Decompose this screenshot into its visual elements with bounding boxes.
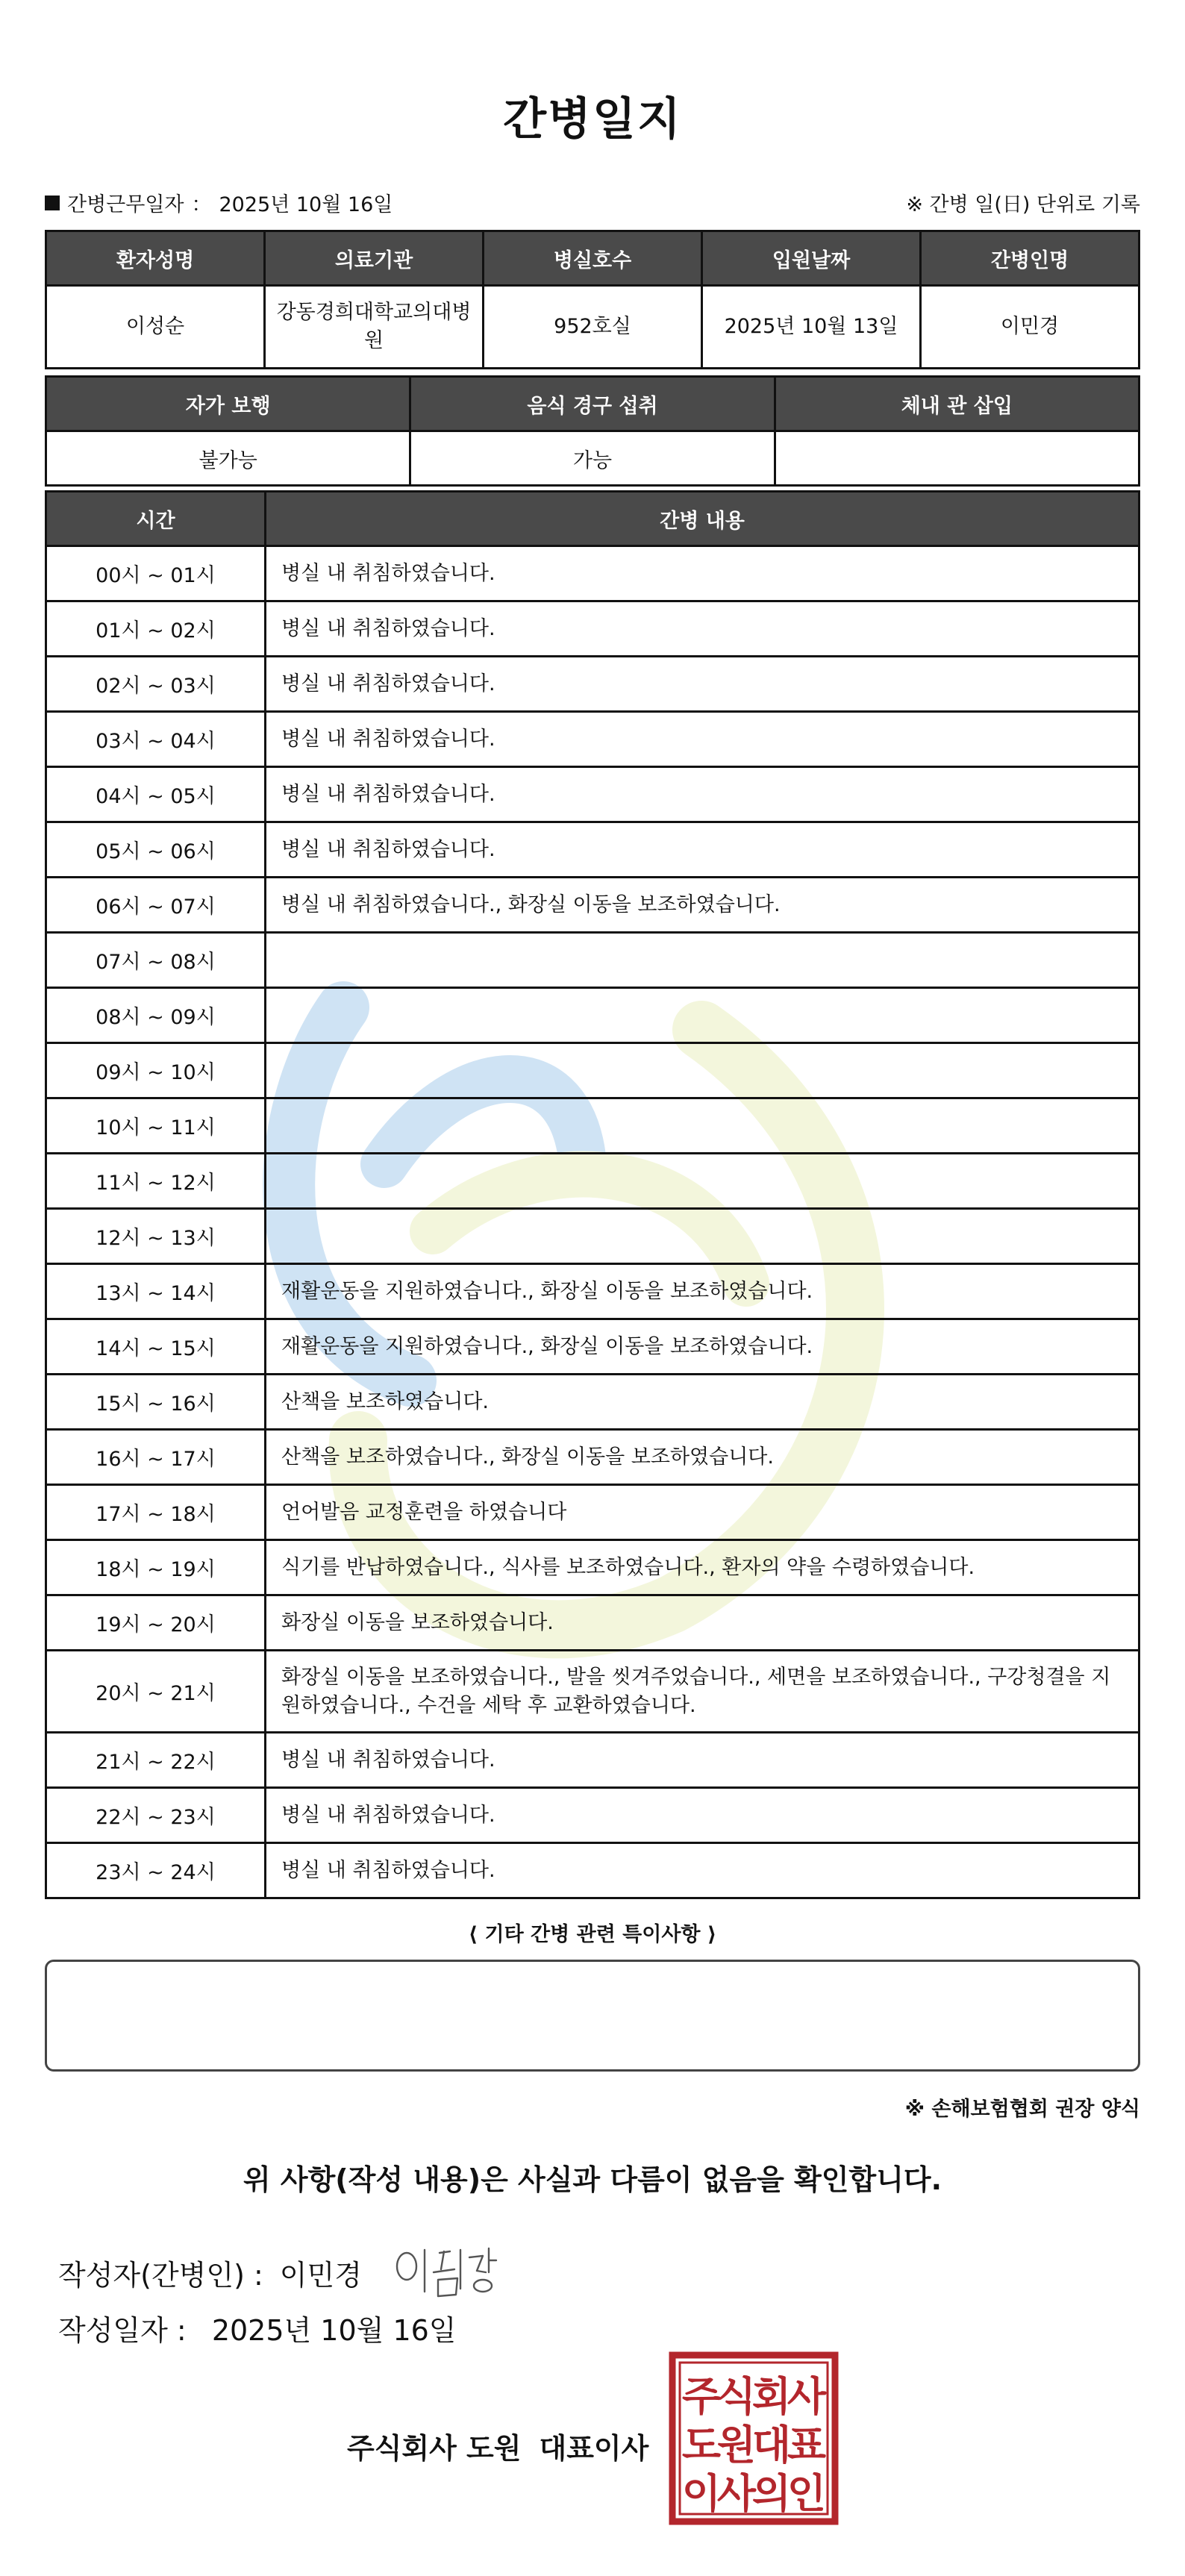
log-row [46,988,1139,1043]
log-row [46,1264,1139,1319]
log-content: 병실 내 취침하였습니다. [266,546,1139,601]
svg-text:식: 식 [716,2373,757,2420]
writer-label: 작성자(간병인) : [58,2258,263,2292]
ability-value-row [46,431,1139,486]
log-row [46,1733,1139,1788]
header-hospital: 의료기관 [265,231,484,286]
patient-info-header-row [46,231,1139,286]
remarks-label: ⟨ 기타 간병 관련 특이사항 ⟩ [468,1923,717,1946]
log-row [46,1540,1139,1595]
log-content [266,1043,1139,1098]
work-date-label: 간병근무일자 [67,193,184,216]
svg-text:인: 인 [787,2470,827,2517]
caregiver-name: 이민경 [921,286,1139,369]
svg-text:회: 회 [751,2373,792,2420]
log-time: 05시 ~ 06시 [46,822,266,878]
self-walking-value: 불가능 [46,431,410,486]
patient-info-value-row [46,286,1139,369]
log-content: 병실 내 취침하였습니다. [266,1788,1139,1843]
log-row [46,657,1139,712]
log-row [46,1595,1139,1651]
company-name: 주식회사 도원 [347,2432,522,2465]
log-time: 20시 ~ 21시 [46,1651,266,1733]
log-row [46,933,1139,988]
log-content [266,1098,1139,1154]
header-oral-intake: 음식 경구 섭취 [410,377,775,431]
svg-text:주: 주 [681,2373,722,2420]
ability-header-row [46,377,1139,431]
header-time: 시간 [46,492,266,546]
log-content: 병실 내 취침하였습니다. [266,1733,1139,1788]
svg-text:사: 사 [787,2373,827,2420]
svg-text:대: 대 [751,2422,792,2469]
unit-note: ※ 간병 일(日) 단위로 기록 [906,193,1140,216]
work-date-separator: ： [191,193,212,216]
header-care-content: 간병 내용 [266,492,1139,546]
log-time: 12시 ~ 13시 [46,1209,266,1264]
written-date-value: 2025년 10월 16일 [211,2314,457,2347]
header-admission-date: 입원날짜 [702,231,921,286]
header-room-number: 병실호수 [484,231,702,286]
header-caregiver-name: 간병인명 [921,231,1139,286]
log-row [46,1430,1139,1485]
log-time: 22시 ~ 23시 [46,1788,266,1843]
admission-date: 2025년 10월 13일 [702,286,921,369]
log-time: 18시 ~ 19시 [46,1540,266,1595]
hourly-care-log-table [45,490,1140,1899]
log-content: 병실 내 취침하였습니다. [266,1843,1139,1898]
log-time: 01시 ~ 02시 [46,601,266,657]
log-row [46,1485,1139,1540]
patient-info-table [45,230,1140,369]
log-time: 14시 ~ 15시 [46,1319,266,1375]
log-time: 11시 ~ 12시 [46,1154,266,1209]
log-time: 02시 ~ 03시 [46,657,266,712]
log-content: 병실 내 취침하였습니다. [266,712,1139,767]
log-content: 병실 내 취침하였습니다., 화장실 이동을 보조하였습니다. [266,878,1139,933]
square-bullet-icon [45,196,60,210]
document-title: 간병일지 [503,93,682,146]
log-time: 09시 ~ 10시 [46,1043,266,1098]
work-date-line [45,188,1140,218]
log-content: 병실 내 취침하였습니다. [266,601,1139,657]
confirmation-statement: 위 사항(작성 내용)은 사실과 다름이 없음을 확인합니다. [243,2163,942,2196]
remarks-box [45,1960,1140,2072]
header-self-walking: 자가 보행 [46,377,410,431]
log-time: 10시 ~ 11시 [46,1098,266,1154]
work-date [45,188,393,217]
svg-text:이: 이 [681,2470,722,2517]
hospital-name: 강동경희대학교의대병원 [265,286,484,369]
written-date-label: 작성일자 : [58,2314,187,2347]
log-time: 19시 ~ 20시 [46,1595,266,1651]
log-row [46,546,1139,601]
log-row [46,1043,1139,1098]
written-date-line [58,2307,457,2348]
work-date-value: 2025년 10월 16일 [219,193,393,216]
company-line [347,2425,648,2466]
log-row [46,878,1139,933]
log-row [46,601,1139,657]
log-content: 병실 내 취침하였습니다. [266,657,1139,712]
log-content: 언어발음 교정훈련을 하였습니다 [266,1485,1139,1540]
log-content [266,1209,1139,1264]
log-row [46,1098,1139,1154]
log-row [46,1209,1139,1264]
log-header-row [46,492,1139,546]
writer-name: 이민경 [279,2258,362,2292]
header-patient-name: 환자성명 [46,231,265,286]
log-content [266,933,1139,988]
log-time: 00시 ~ 01시 [46,546,266,601]
writer-line [58,2242,501,2302]
log-content: 식기를 반납하였습니다., 식사를 보조하였습니다., 환자의 약을 수령하였습니다. [266,1540,1139,1595]
log-time: 04시 ~ 05시 [46,767,266,822]
log-row [46,1375,1139,1430]
patient-name: 이성순 [46,286,265,369]
log-time: 06시 ~ 07시 [46,878,266,933]
oral-intake-value: 가능 [410,431,775,486]
log-content [266,988,1139,1043]
log-content [266,1154,1139,1209]
log-row [46,822,1139,878]
log-time: 08시 ~ 09시 [46,988,266,1043]
log-content: 병실 내 취침하였습니다. [266,822,1139,878]
company-role: 대표이사 [539,2432,649,2465]
log-content: 산책을 보조하였습니다. [266,1375,1139,1430]
svg-text:의: 의 [751,2470,792,2517]
svg-text:사: 사 [716,2470,757,2517]
log-row [46,1788,1139,1843]
log-row [46,1651,1139,1733]
log-content: 산책을 보조하였습니다., 화장실 이동을 보조하였습니다. [266,1430,1139,1485]
log-content: 재활운동을 지원하였습니다., 화장실 이동을 보조하였습니다. [266,1264,1139,1319]
log-row [46,1843,1139,1898]
log-row [46,767,1139,822]
log-time: 15시 ~ 16시 [46,1375,266,1430]
log-content: 화장실 이동을 보조하였습니다., 발을 씻겨주었습니다., 세면을 보조하였습니다., 구강청결을 지원하였습니다., 수건을 세탁 후 교환하였습니다. [266,1651,1139,1733]
log-content: 재활운동을 지원하였습니다., 화장실 이동을 보조하였습니다. [266,1319,1139,1375]
tube-insertion-value [775,431,1139,486]
log-time: 21시 ~ 22시 [46,1733,266,1788]
log-time: 03시 ~ 04시 [46,712,266,767]
log-row [46,1154,1139,1209]
room-number: 952호실 [484,286,702,369]
header-tube-insertion: 체내 관 삽입 [775,377,1139,431]
svg-text:표: 표 [787,2422,827,2469]
patient-ability-table [45,375,1140,487]
log-content: 화장실 이동을 보조하였습니다. [266,1595,1139,1651]
svg-text:도: 도 [681,2422,722,2469]
handwritten-signature [389,2242,501,2302]
log-content: 병실 내 취침하였습니다. [266,767,1139,822]
log-row [46,712,1139,767]
log-time: 13시 ~ 14시 [46,1264,266,1319]
log-time: 16시 ~ 17시 [46,1430,266,1485]
svg-text:원: 원 [716,2422,757,2469]
company-seal-stamp [668,2351,839,2526]
log-row [46,1319,1139,1375]
log-time: 17시 ~ 18시 [46,1485,266,1540]
recommendation-note: ※ 손해보험협회 권장 양식 [904,2098,1140,2121]
log-time: 07시 ~ 08시 [46,933,266,988]
log-time: 23시 ~ 24시 [46,1843,266,1898]
